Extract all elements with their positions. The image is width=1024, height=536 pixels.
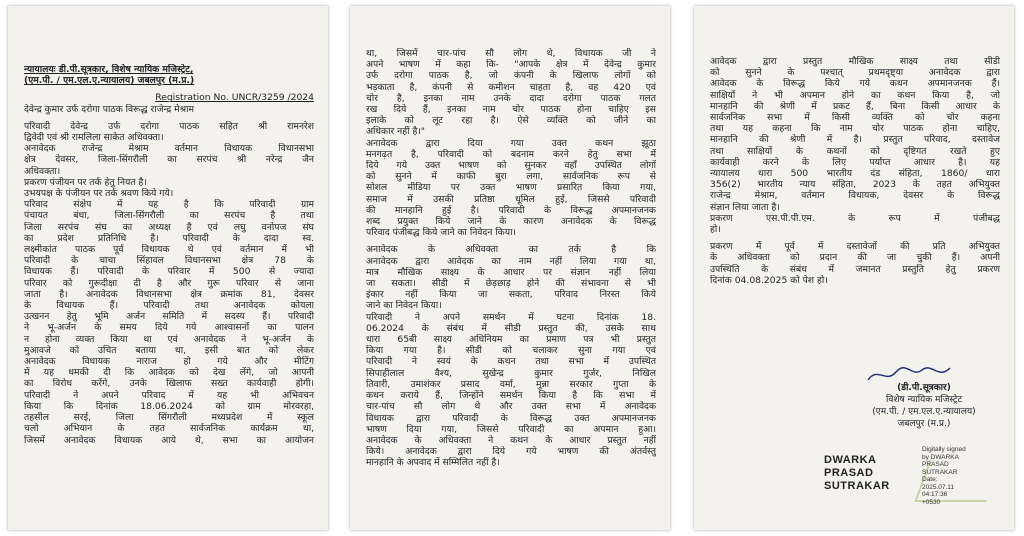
page-2-text	[366, 48, 656, 530]
text-line: को सुनने के पश्चात् प्रथमदृष्ट्या अनावेदक द्वारा	[710, 67, 1000, 79]
text-line: दिये गये उक्त भाषण को सुनकर वहाँ उपस्थित लोगों	[366, 160, 656, 172]
document-page-3	[694, 6, 1014, 530]
signature-details: Digitally signed by DWARKA PRASAD SUTRAKAR Date: 2025.07.11 04:17:36 +0530	[922, 446, 966, 506]
text-line: धारा 65बी साक्ष्य अधिनियम का प्रमाण पत्र भी प्रस्तुत	[366, 334, 656, 346]
text-line: अनावेदक द्वारा दिया गया उक्त कथन झूठा	[366, 137, 656, 149]
text-line: साक्षियों ने भी अपमान होने का कथन किया है, जो	[710, 89, 1000, 101]
text-line: को सुनने में काफी बुरा लगा, सार्वजनिक रूप से	[366, 171, 656, 183]
signature-block	[844, 382, 1004, 430]
text-line: परिवादी देवेन्द्र उर्फ दरोगा पाठक सहित श्री रामनरेश	[24, 120, 314, 132]
text-line: के विधायक हैं। परिवादी तथा अनावेदक कोयला	[24, 300, 314, 312]
text-line: परिवाद पंजीबद्ध किये जाने का निवेदन किया।	[366, 227, 516, 239]
text-line: मनगढ़त है, परिवादी को बदनाम करने हेतु सभा में	[366, 148, 656, 160]
text-line: शब्द प्रयुक्त किये जाने के कारण अनावेदक के विरूद्ध	[366, 216, 656, 228]
text-line: किये। अनावेदक द्वारा दिये गये भाषण की अंतर्वस्तु	[366, 446, 656, 458]
text-line: परिवादी के चाचा सिंहावल विधानसभा क्षेत्र 78 के	[24, 255, 314, 267]
text-line: मात्र मौखिक साक्ष्य के आधार पर संज्ञान नहीं लिया	[366, 266, 656, 278]
text-line: न्यायालय धारा 500 भारतीय दंड संहिता, 1860/ धारा	[710, 168, 1000, 180]
text-line: न्यायालयः डी.पी.सूत्रकार, विशेष न्यायिक मजिस्ट्रेट,	[24, 64, 194, 75]
signer-name: DWARKA PRASAD SUTRAKAR	[824, 454, 890, 492]
text-line: जिसमें अनावेदक विधायक आये थे, सभा का आयोजन	[24, 434, 314, 446]
text-line: 06.2024 के संबंध में सीडी प्रस्तुत की, उसके साथ	[366, 322, 656, 334]
text-line: था, जिसमें चार-पांच सौ लोग थे, विधायक जी ने	[366, 48, 656, 59]
text-line: तिवारी, उमाशंकर प्रसाद वर्मा, मुन्ना सरकार गुप्ता के	[366, 378, 656, 390]
text-line: सार्वजनिक सभा में किसी व्यक्ति को चोर कहना	[710, 112, 1000, 124]
text-line: लक्ष्मीकांत पाठक पूर्व विधायक थे एवं वर्तमान में भी	[24, 244, 314, 256]
text-line: भाषण दिया गया, जिससे परिवादी का अपमान हुआ।	[366, 423, 656, 435]
page-1-text	[24, 64, 314, 530]
text-line: ने भू-अर्जन के समय दिये गये आश्वासनों का पालन	[24, 322, 314, 334]
text-line: तहसील सरई, जिला सिंगरौली मध्यप्रदेश में स्कूल	[24, 412, 314, 424]
text-line: अपने भाषण में कहा कि- "आपके क्षेत्र में देवेन्द्र कुमार	[366, 59, 656, 71]
text-line: इंकार नहीं किया जा सकता, परिवाद निरस्त किये	[366, 289, 656, 301]
text-line: समाज में उसकी प्रतिष्ठा धूमिल हुई, जिससे परिवादी	[366, 193, 656, 205]
text-line: सिपाहीलाल वैश्य, सुखेन्द्र कुमार गुर्जर, निखिल	[366, 367, 656, 379]
text-line: प्रकरण में पूर्व में दस्तावेजों की प्रति अभियुक्त	[710, 241, 1000, 253]
judge-name: (डी.पी.सूत्रकार)	[897, 383, 951, 393]
text-line: आवेदक द्वारा प्रस्तुत मौखिक साक्ष्य तथा सीडी	[710, 56, 1000, 67]
court-city: जबलपुर (म.प्र.)	[897, 419, 951, 429]
text-line: भड़काता है, कंपनी से कमीशन चाहता है, वह 420 एवं	[366, 81, 656, 93]
text-line: अनावेदक द्वारा आवेदक का नाम नहीं लिया गया था,	[366, 255, 656, 267]
document-page-1	[8, 6, 328, 530]
text-line: चलो अभियान के तहत सार्वजनिक कार्यक्रम था,	[24, 423, 314, 435]
text-line: प्रकरण पंजीयन पर तर्क हेतु नियत है।	[24, 176, 147, 188]
document-page-2	[350, 6, 670, 530]
text-line: जाने का निवेदन किया।	[366, 300, 442, 312]
text-line: जा सकता। सीडी में छेड़छाड़ होने की संभावना से भी	[366, 278, 656, 290]
text-line: परिवार को गुरूदीक्षा दी है और गुरू परिवार से जाना	[24, 277, 314, 289]
text-line: राजेन्द्र मेश्राम, वर्तमान विधायक, देवसर के विरूद्ध	[710, 190, 1000, 202]
text-line: विधायक हैं। परिवादी के परिवार में 500 से ज्यादा	[24, 266, 314, 278]
text-line: अनावेदक राजेन्द्र मेश्राम वर्तमान विधायक विधानसभा	[24, 143, 314, 155]
text-line: का विरोध करेंगे, उनके खिलाफ सख्त कार्यवाही होगी।	[24, 378, 314, 390]
text-line: का प्रदेश प्रतिनिधि है। परिवादी के दादा स्व.	[24, 232, 314, 244]
text-line: विधायक द्वारा परिवादी के विरूद्ध उक्त अपमानजनक	[366, 412, 656, 424]
text-line: संज्ञान लिया जाता है।	[710, 201, 780, 213]
text-line: द्विवेदी एवं श्री रामलिला साकेत अधिवक्ता।	[24, 132, 164, 144]
text-line: कथन कराये हैं, जिन्होंने समर्थन किया है कि सभा में	[366, 390, 656, 402]
text-line: इलाके को लूट रहा है। ऐसे व्यक्ति को जीने का	[366, 115, 656, 127]
text-line: परिवाद संक्षेप में यह है कि परिवादी ग्राम	[24, 199, 314, 211]
text-line: न होना व्यक्त किया था एवं अनावेदक ने भू-अर्जन के	[24, 333, 314, 345]
text-line: (एम.पी. / एम.एल.ए.न्यायालय) जबलपुर (म.प्र.)	[24, 75, 195, 87]
text-line: मानहानि की श्रेणी में है। प्रस्तुत परिवाद, दस्तावेज	[710, 134, 1000, 146]
text-line: के अधिवक्ता को प्रदान की जा चुकी हैं। अपनी	[710, 252, 1000, 264]
text-line: रख दिये हैं, इनका नाम चोर पाठक होना चाहिए इस	[366, 104, 656, 116]
text-line: चार-पांच सौ लोग थे और उक्त सभा में अनावेदक	[366, 401, 656, 413]
text-line: देवेन्द्र कुमार उर्फ दरोगा पाठक विरूद्ध राजेन्द्र मेश्राम	[24, 103, 195, 115]
text-line: आवेदक के विरूद्ध किये गये कथन अपमानजनक हैं।	[710, 78, 1000, 90]
text-line: जिला सरपंच संघ का अध्यक्ष है एवं लघु वनोपज संघ	[24, 221, 314, 233]
text-line: उभयपक्ष के पंजीयन पर तर्क श्रवण किये गये।	[24, 188, 174, 200]
text-line: क्षेत्र देवसर, जिला-सिंगरौली का सरपंच श्री नरेन्द्र जैन	[24, 154, 314, 166]
judge-designation: विशेष न्यायिक मजिस्ट्रेट	[885, 395, 962, 405]
text-line: उर्फ दरोगा पाठक है, जो कंपनी के खिलाफ लोगों को	[366, 70, 656, 82]
text-line: उपस्थिति के संबंध में जमानत प्रस्तुति हेतु प्रकरण	[710, 263, 1000, 275]
text-line: पंचायत बंधा, जिला-सिंगरौली का सरपंच है तथा	[24, 210, 314, 222]
text-line: किया कि दिनांक 18.06.2024 को ग्राम मोरवरहा,	[24, 400, 314, 412]
digital-signature-stamp	[824, 446, 1004, 516]
text-line: मानहानि के अपवाद में सम्मिलित नहीं है।	[366, 457, 500, 469]
text-line: परिवादी ने अपने परिवाद में यह भी अभिवचन	[24, 389, 314, 401]
text-line: दिनांक 04.08.2025 को पेश हो।	[710, 274, 828, 286]
text-line: अधिवक्ता।	[24, 165, 61, 177]
text-line: 356(2) भारतीय न्याय संहिता, 2023 के तहत अभियुक्त	[710, 179, 1000, 191]
text-line: Registration No. UNCR/3259 /2024	[155, 92, 314, 104]
text-line: उत्खनन हेतु भूमि अर्जन समिति में सदस्य हैं। परिवादी	[24, 311, 314, 323]
text-line: सोशल मीडिया पर उक्त भाषण प्रसारित किया गया,	[366, 182, 656, 194]
text-line: जाता है। अनावेदक विधानसभा क्षेत्र क्रमांक 81, देवसर	[24, 288, 314, 300]
text-line: में यह धमकी दी कि आवेदक को देख लेंगे, जो आपनी	[24, 367, 314, 379]
text-line: अधिकार नहीं है।"	[366, 126, 426, 138]
text-line: कार्यवाही करने के लिए पर्याप्त आधार है। यह	[710, 156, 1000, 168]
text-line: अनावेदक के अधिवक्ता का तर्क है कि	[366, 244, 656, 256]
text-line: परिवादी ने स्वयं के कथन तथा सभा में उपस्थित	[366, 356, 656, 368]
text-line: तथा साक्षियों के कथनों को दृष्टिगत रखते हुए	[710, 145, 1000, 157]
text-line: परिवादी ने अपने समर्थन में घटना दिनांक 18.	[366, 311, 656, 323]
text-line: की मानहानि हुई है। परिवादी के विरूद्ध अपमानजनक	[366, 204, 656, 216]
court-name: (एम.पी. / एम.एल.ए.न्यायालय)	[872, 407, 976, 417]
text-line: मानहानि की श्रेणी में प्रकट हैं, बिना किसी आधार के	[710, 100, 1000, 112]
text-line: चोर है, इनका नाम उनके दादा दरोगा पाठक गलत	[366, 92, 656, 104]
text-line: अनावेदक के अधिवक्ता ने कथन के आधार प्रस्तुत नहीं	[366, 434, 656, 446]
text-line: अनावेदक विधायक नाराज हो गये और मीटिंग	[24, 356, 314, 368]
text-line: प्रकरण एस.पी.पी.एम. के रूप में पंजीबद्ध	[710, 212, 1000, 224]
text-line: किया गया है। सीडी को चलाकर सुना गया एवं	[366, 345, 656, 357]
text-line: तथा यह कहना कि नाम चोर पाठक होना चाहिए,	[710, 123, 1000, 135]
text-line: हो।	[710, 224, 721, 236]
text-line: मुआवजे को उचित बताया था, इसी बात को लेकर	[24, 344, 314, 356]
